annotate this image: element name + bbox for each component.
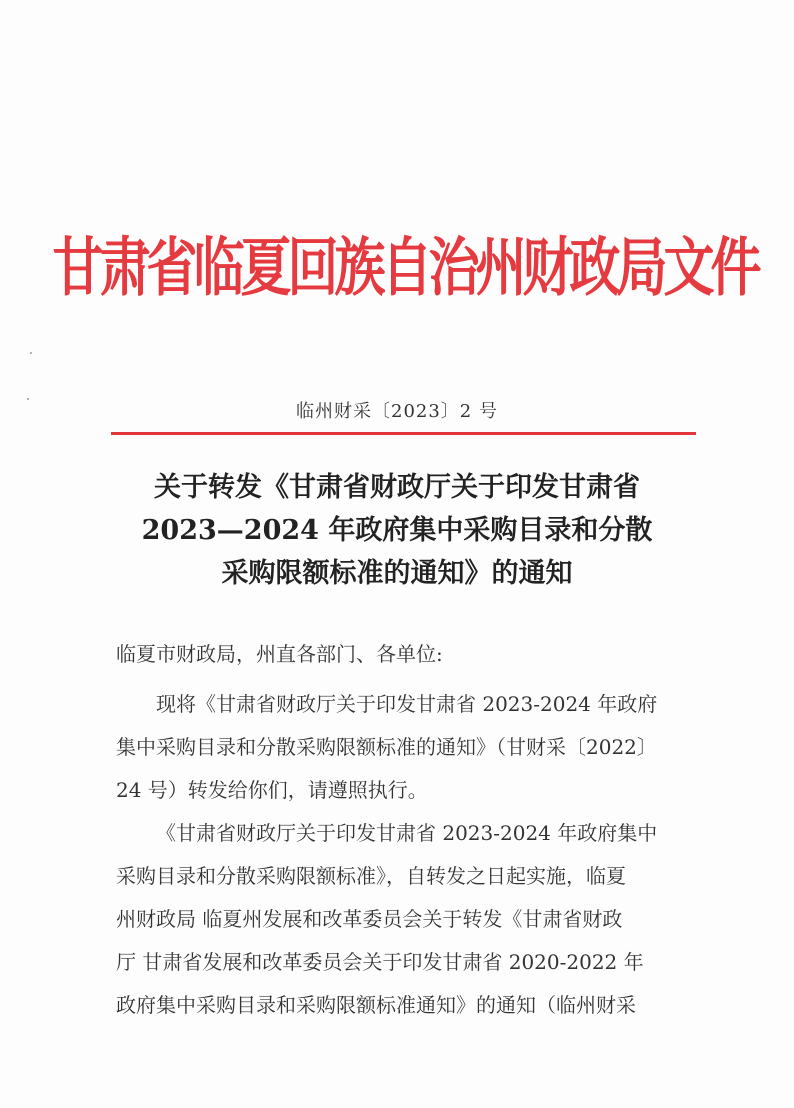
scan-speck <box>30 352 32 354</box>
notice-title-line: 关于转发《甘肃省财政厅关于印发甘肃省 <box>154 472 640 503</box>
issuing-authority-header: 甘肃省临夏回族自治州财政局文件 <box>52 232 758 306</box>
red-divider-line <box>111 432 696 435</box>
notice-title-line: 2023—2024 年政府集中采购目录和分散 <box>141 515 653 546</box>
paragraph-line: 州财政局 临夏州发展和改革委员会关于转发《甘肃省财政 <box>116 907 623 931</box>
body-paragraph <box>116 812 682 1027</box>
paragraph-line: 《甘肃省财政厅关于印发甘肃省 2023-2024 年政府集中 <box>156 821 658 845</box>
document-number: 临州财采〔2023〕2 号 <box>296 401 498 422</box>
paragraph-line: 采购目录和分散采购限额标准》，自转发之日起实施，临夏 <box>116 864 626 888</box>
paragraph-line: 集中采购目录和分散采购限额标准的通知》（甘财采〔2022〕 <box>116 735 657 759</box>
paragraph-line: 24 号）转发给你们，请遵照执行。 <box>116 778 428 802</box>
notice-title <box>100 466 694 595</box>
notice-title-line: 采购限额标准的通知》的通知 <box>221 558 573 589</box>
body-paragraph <box>116 683 682 812</box>
paragraph-line: 厅 甘肃省发展和改革委员会关于印发甘肃省 2020-2022 年 <box>116 950 644 974</box>
salutation: 临夏市财政局，州直各部门、各单位: <box>116 642 443 666</box>
paragraph-line: 政府集中采购目录和采购限额标准通知》的通知（临州财采 <box>116 993 636 1017</box>
paragraph-line: 现将《甘肃省财政厅关于印发甘肃省 2023-2024 年政府 <box>156 692 658 716</box>
